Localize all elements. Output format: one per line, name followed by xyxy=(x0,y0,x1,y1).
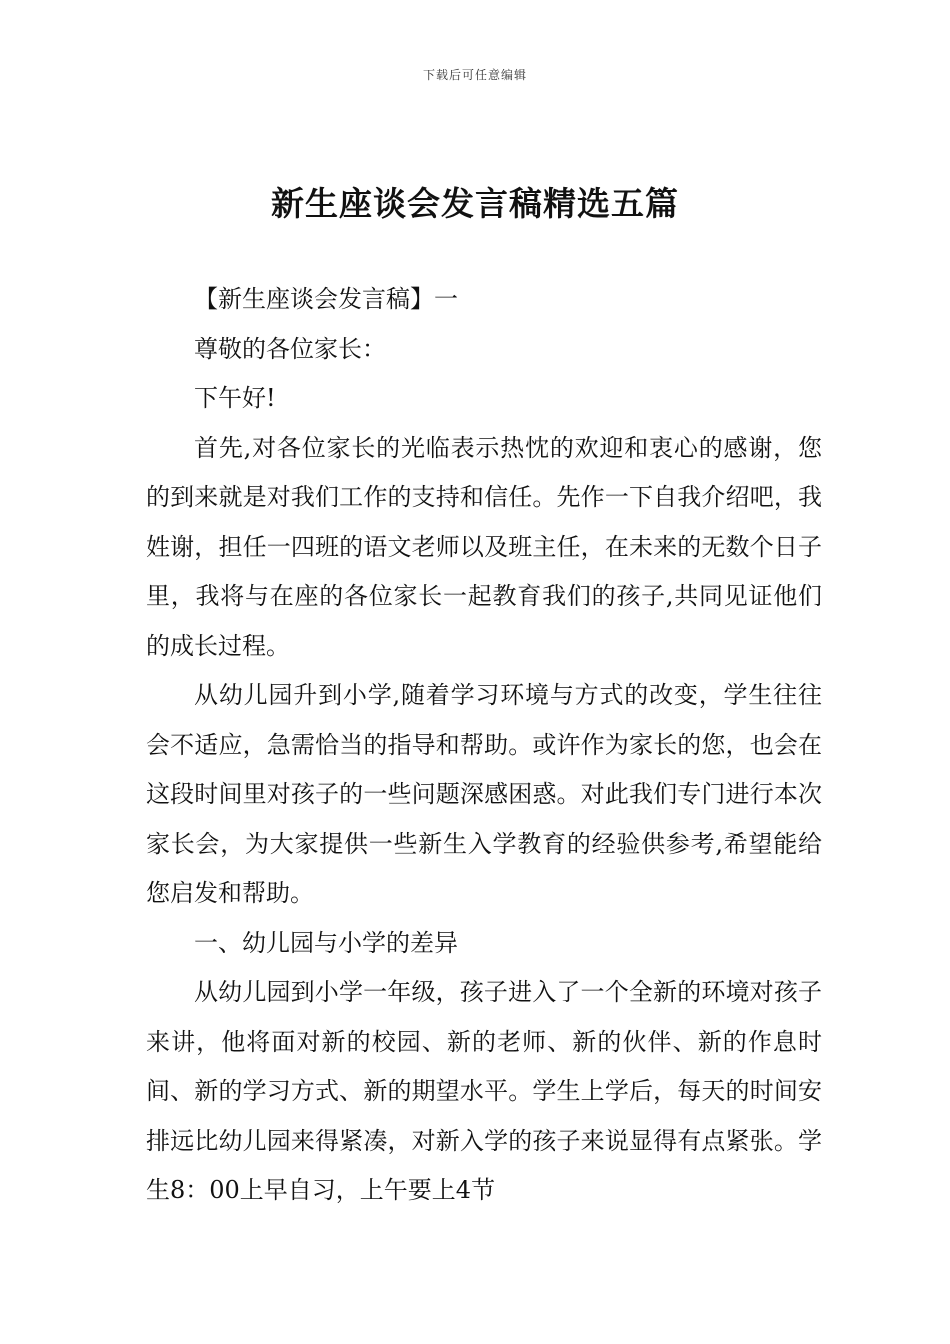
header-note: 下载后可任意编辑 xyxy=(422,68,527,82)
section-heading: 【新生座谈会发言稿】一 xyxy=(194,285,458,313)
document-body xyxy=(146,275,822,1216)
subsection-heading: 一、幼儿园与小学的差异 xyxy=(194,928,458,957)
paragraph: 从幼儿园到小学一年级，孩子进入了一个全新的环境对孩子来讲，他将面对新的校园、新的老师、新的伙伴、新的作息时间、新的学习方式、新的期望水平。学生上学后，每天的时间安排远比幼儿园来得紧凑，对新入学的孩子来说显得有点紧张。学生8：00上早自习，上午要上4节 xyxy=(146,978,822,1204)
salutation: 尊敬的各位家长： xyxy=(194,334,386,363)
greeting: 下午好! xyxy=(194,384,276,412)
paragraph: 从幼儿园升到小学,随着学习环境与方式的改变，学生往往会不适应，急需恰当的指导和帮助。或许作为家长的您，也会在这段时间里对孩子的一些问题深感困惑。对此我们专门进行本次家长会，为大家提供一些新生入学教育的经验供参考,希望能给您启发和帮助。 xyxy=(146,681,822,907)
paragraph: 首先,对各位家长的光临表示热忱的欢迎和衷心的感谢，您的到来就是对我们工作的支持和信任。先作一下自我介绍吧，我姓谢，担任一四班的语文老师以及班主任，在未来的无数个日子里，我将与在座的各位家长一起教育我们的孩子,共同见证他们的成长过程。 xyxy=(146,433,822,660)
document-title: 新生座谈会发言稿精选五篇 xyxy=(271,184,679,223)
